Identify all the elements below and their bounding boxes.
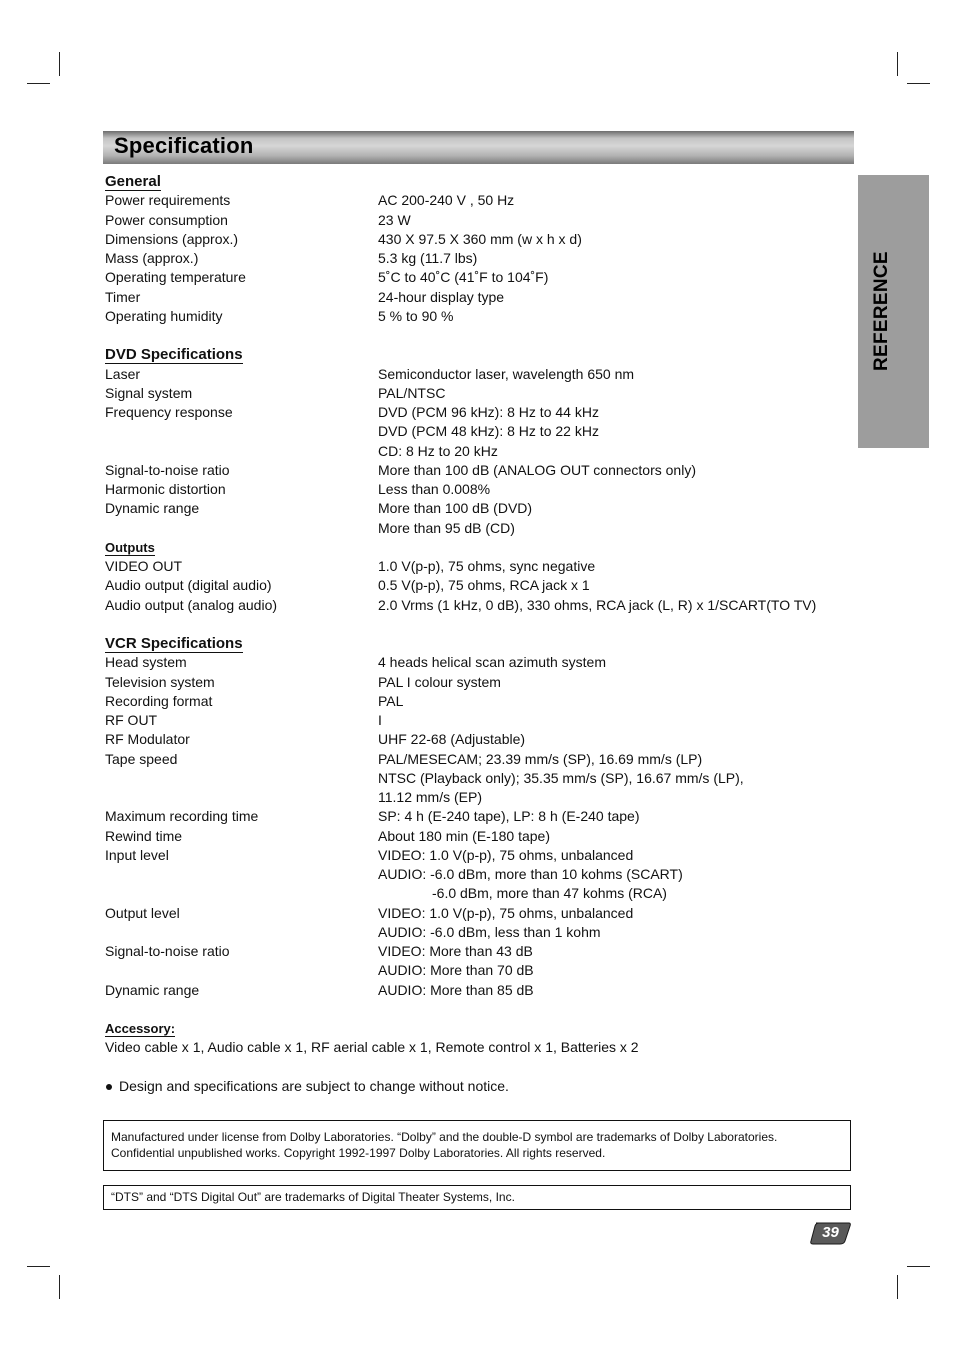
spec-row [105,268,850,287]
section-heading-vcr: VCR Specifications [105,635,243,652]
spec-key [105,923,378,942]
spec-value: 24-hour display type [378,288,505,305]
spec-value: 5˚C to 40˚C (41˚F to 104˚F) [378,269,549,286]
spec-row [105,249,850,268]
spec-value: 1.0 V(p-p), 75 ohms, sync negative [378,558,596,574]
spec-value: Less than 0.008% [378,481,491,497]
spec-key: Timer [105,288,141,305]
spec-row [105,365,850,384]
crop-mark [27,83,50,84]
spec-row [105,827,850,846]
spec-row [105,191,850,210]
crop-mark [59,1275,60,1299]
spec-value: More than 95 dB (CD) [378,519,515,536]
spec-key: Output level [105,904,180,921]
title-bar [103,131,854,164]
spec-row [105,904,850,923]
section-tab-label: REFERENCE [871,251,892,371]
spec-row [105,307,850,326]
crop-mark [59,52,60,76]
spec-value: -6.0 dBm, more than 47 kohms (RCA) [432,885,667,902]
spec-value: DVD (PCM 96 kHz): 8 Hz to 44 kHz [378,404,599,420]
spec-value: PAL [378,692,404,709]
spec-value: Semiconductor laser, wavelength 650 nm [378,365,635,382]
spec-row [105,596,850,615]
spec-value: VIDEO: More than 43 dB [378,943,533,959]
spec-value: AC 200-240 V , 50 Hz [378,192,515,209]
spec-row [105,846,850,865]
spec-row [105,403,850,422]
spec-row [105,519,850,538]
spec-row [105,942,850,961]
spec-key [105,884,378,903]
section-heading-outputs: Outputs [105,539,155,555]
spec-row [105,653,850,672]
spec-row [105,422,850,441]
spec-value: CD: 8 Hz to 20 kHz [378,442,498,459]
spec-row [105,788,850,807]
spec-key: Signal-to-noise ratio [105,943,230,959]
spec-value: UHF 22-68 (Adjustable) [378,731,526,748]
spec-row [105,961,850,980]
spec-row [105,230,850,249]
spec-value: SP: 4 h (E-240 tape), LP: 8 h (E-240 tape) [378,808,640,825]
spec-key: Input level [105,846,169,863]
spec-row [105,711,850,730]
spec-row [105,557,850,576]
spec-key: Harmonic distortion [105,481,226,497]
spec-key: Audio output (digital audio) [105,577,272,594]
spec-key [105,788,378,807]
spec-value: 5.3 kg (11.7 lbs) [378,250,478,266]
crop-mark [897,1275,898,1299]
spec-key: Operating temperature [105,269,246,286]
spec-content [105,172,850,1096]
spec-value: PAL/MESECAM; 23.39 mm/s (SP), 16.69 mm/s (LP) [378,750,703,767]
spec-key: Dynamic range [105,500,200,517]
crop-mark [27,1266,50,1267]
spec-row [105,730,850,749]
spec-key: Tape speed [105,750,178,767]
change-notice-text: Design and specifications are subject to change without notice. [119,1077,509,1094]
dolby-notice-text: Manufactured under license from Dolby Laboratories. “Dolby” and the double-D symbol are trademarks of Dolby Laboratories. Confidential unpublished works. Copyright 1992-1997 Dolby Laboratories. All rights reserved. [111,1130,778,1160]
spec-key: Operating humidity [105,307,223,324]
crop-mark [907,1266,930,1267]
spec-key: Recording format [105,692,213,709]
spec-value: PAL I colour system [378,673,501,690]
bullet-icon [106,1084,112,1090]
spec-value: 2.0 Vrms (1 kHz, 0 dB), 330 ohms, RCA jack (L, R) x 1/SCART(TO TV) [378,596,817,613]
spec-row [105,807,850,826]
spec-value: 23 W [378,211,411,228]
spec-value: More than 100 dB (ANALOG OUT connectors only) [378,461,696,478]
spec-key: RF Modulator [105,731,190,748]
section-heading-dvd: DVD Specifications [105,346,243,364]
spec-key: Power requirements [105,192,231,209]
spec-key [105,865,378,884]
dts-notice-text: “DTS” and “DTS Digital Out” are trademarks of Digital Theater Systems, Inc. [111,1190,515,1204]
section-heading-general: General [105,173,161,190]
spec-value: More than 100 dB (DVD) [378,500,533,517]
spec-value: 4 heads helical scan azimuth system [378,654,606,671]
section-tab [858,175,929,448]
spec-row [105,981,850,1000]
spec-value: 0.5 V(p-p), 75 ohms, RCA jack x 1 [378,577,590,594]
spec-row [105,923,850,942]
spec-key: Power consumption [105,211,228,228]
spec-value: About 180 min (E-180 tape) [378,827,550,844]
spec-row [105,576,850,595]
spec-value: 430 X 97.5 X 360 mm (w x h x d) [378,230,582,247]
spec-key: Television system [105,673,215,690]
dts-notice-box [103,1185,851,1210]
spec-value: I [378,712,382,728]
spec-value: VIDEO: 1.0 V(p-p), 75 ohms, unbalanced [378,846,634,863]
spec-key: Maximum recording time [105,808,259,825]
spec-value: 11.12 mm/s (EP) [378,789,482,805]
spec-row [105,384,850,403]
spec-key [105,769,378,788]
spec-key: Audio output (analog audio) [105,596,278,613]
spec-value: DVD (PCM 48 kHz): 8 Hz to 22 kHz [378,423,599,440]
change-notice [105,1077,850,1096]
spec-value: AUDIO: More than 85 dB [378,981,534,998]
spec-row [105,461,850,480]
spec-row [105,769,850,788]
spec-key: Dynamic range [105,981,200,998]
spec-value: PAL/NTSC [378,384,446,401]
section-heading-accessory: Accessory: [105,1021,176,1036]
page-number-badge [810,1222,851,1245]
spec-key: RF OUT [105,712,158,728]
spec-key: Head system [105,654,187,671]
spec-row [105,865,850,884]
spec-key: Frequency response [105,404,233,420]
spec-key: Rewind time [105,827,183,844]
spec-value: NTSC (Playback only); 35.35 mm/s (SP), 16.67 mm/s (LP), [378,769,744,786]
spec-row [105,750,850,769]
spec-value: 5 % to 90 % [378,307,454,324]
spec-value: AUDIO: -6.0 dBm, more than 10 kohms (SCART) [378,866,683,882]
spec-row [105,499,850,518]
dolby-notice-box [103,1120,851,1171]
spec-row [105,480,850,499]
spec-row [105,673,850,692]
spec-value: VIDEO: 1.0 V(p-p), 75 ohms, unbalanced [378,904,634,921]
spec-value: AUDIO: More than 70 dB [378,962,534,979]
crop-mark [907,83,930,84]
spec-row [105,211,850,230]
spec-key: Mass (approx.) [105,250,199,266]
spec-row [105,442,850,461]
spec-key: Laser [105,365,141,382]
spec-row [105,884,850,903]
accessory-list: Video cable x 1, Audio cable x 1, RF aerial cable x 1, Remote control x 1, Batteries x 2 [105,1039,639,1056]
spec-key: Dimensions (approx.) [105,230,239,247]
spec-row [105,692,850,711]
spec-key: Signal-to-noise ratio [105,461,230,478]
spec-key [105,422,378,441]
spec-key [105,961,378,980]
spec-value: AUDIO: -6.0 dBm, less than 1 kohm [378,923,601,940]
spec-row [105,288,850,307]
spec-key [105,442,378,461]
spec-key: VIDEO OUT [105,558,183,574]
spec-key: Signal system [105,384,193,401]
page-number: 39 [822,1224,839,1241]
page-title: Specification [114,133,254,158]
spec-key [105,519,378,538]
crop-mark [897,52,898,76]
